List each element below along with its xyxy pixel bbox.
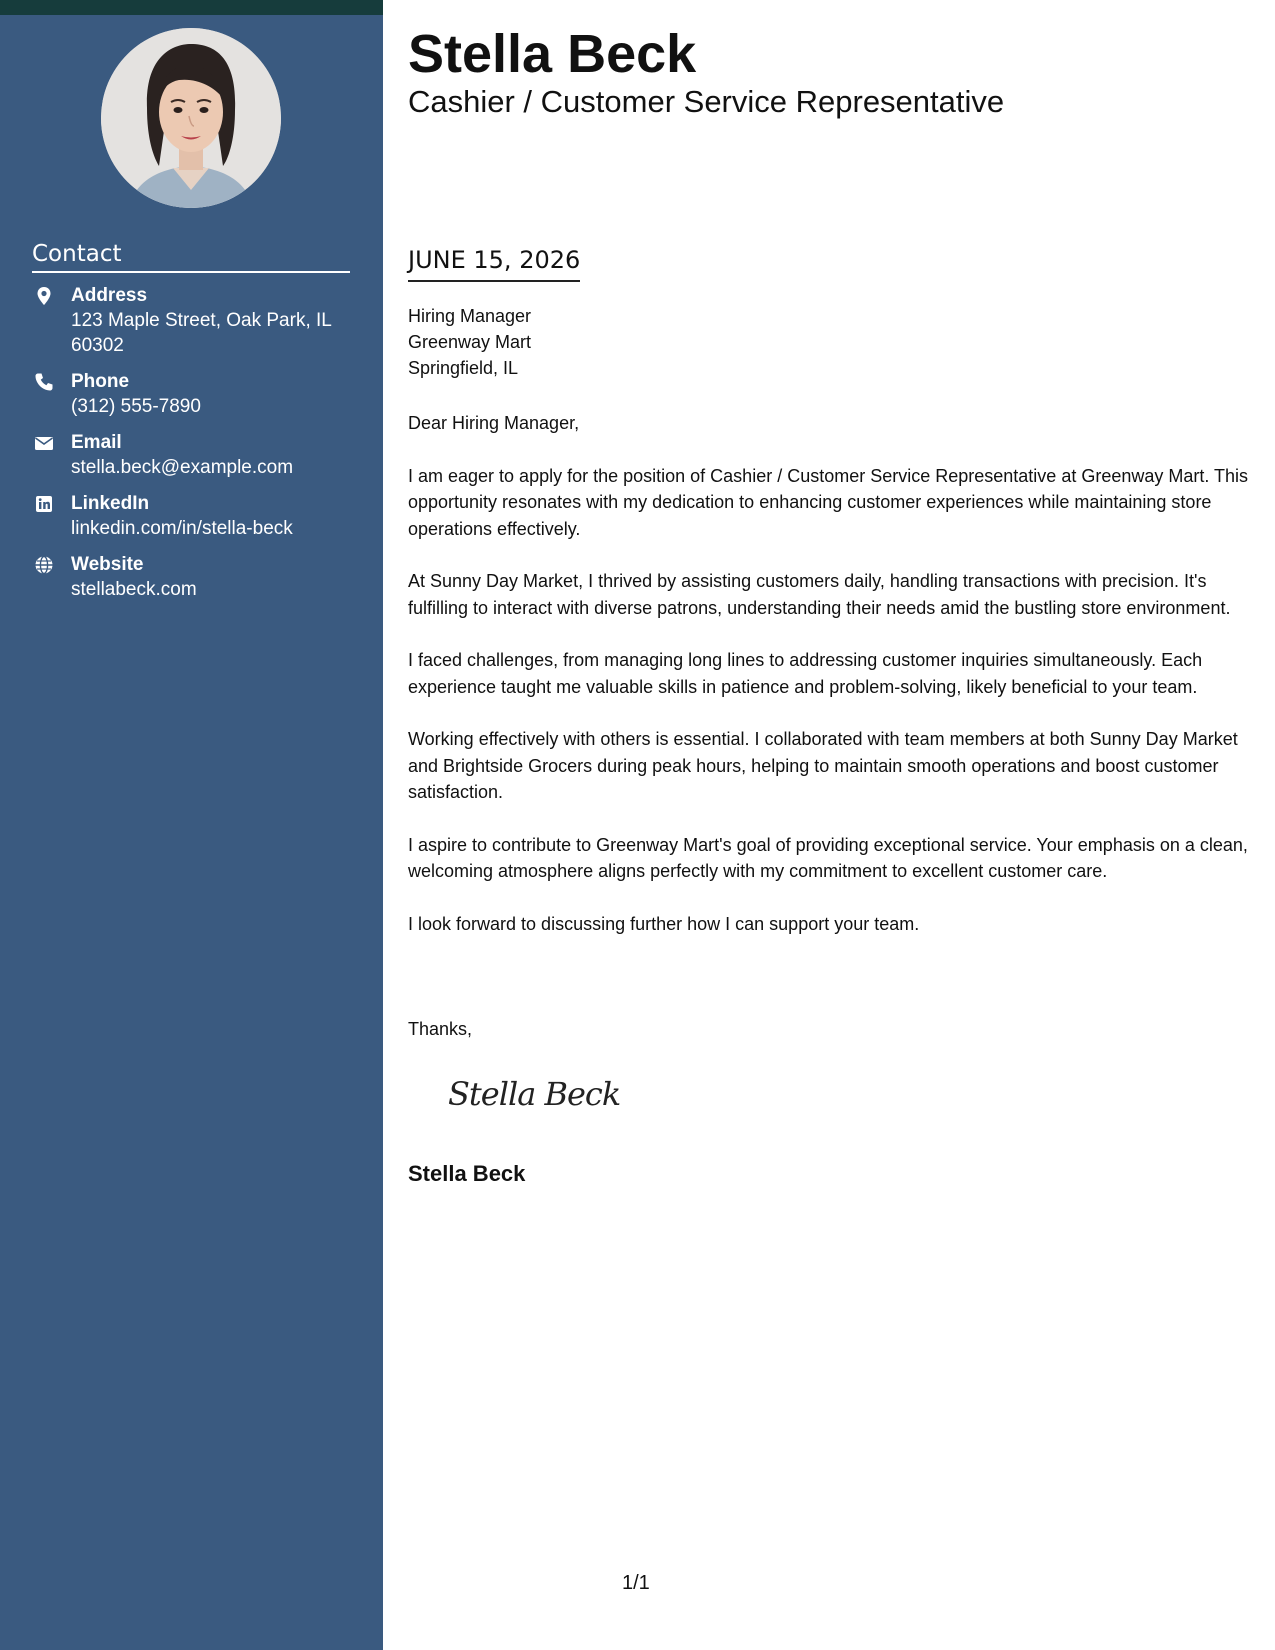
contact-item-address [32, 284, 350, 358]
contact-label-address: Address [71, 285, 148, 306]
contact-item-website [32, 553, 350, 602]
contact-label-email: Email [71, 432, 122, 453]
recipient-line: Greenway Mart [408, 332, 532, 352]
body-paragraph: I am eager to apply for the position of Cashier / Customer Service Representative at Greenway Mart. This opportunity resonates with my dedication to enhancing customer experiences while maintaining store operations effectively. [408, 465, 1249, 539]
contact-item-email [32, 431, 350, 480]
body-paragraph: I faced challenges, from managing long lines to addressing customer inquiries simultaneously. Each experience taught me valuable skills in patience and problem-solving, likely beneficial to your team. [408, 650, 1203, 697]
location-pin-icon [34, 286, 54, 306]
applicant-name: Stella Beck [408, 24, 697, 84]
handwritten-signature: Stella Beck [448, 1075, 621, 1113]
phone-icon [34, 372, 54, 392]
signer-name: Stella Beck [408, 1161, 526, 1186]
body-paragraph: I look forward to discussing further how I can support your team. [408, 913, 920, 934]
closing: Thanks, [408, 1019, 473, 1039]
job-title: Cashier / Customer Service Representative [408, 84, 1005, 119]
contact-list [32, 284, 350, 614]
contact-heading: Contact [32, 239, 350, 273]
contact-item-phone [32, 370, 350, 419]
body-paragraph: At Sunny Day Market, I thrived by assisting customers daily, handling transactions with precision. It's fulfilling to interact with diverse patrons, understanding their needs amid the bustling store environment. [408, 571, 1231, 618]
envelope-icon [34, 433, 54, 453]
contact-label-website: Website [71, 554, 144, 575]
contact-value-email: stella.beck@example.com [71, 457, 294, 478]
globe-icon [34, 555, 54, 575]
body-paragraph: Working effectively with others is essential. I collaborated with team members at both Sunny Day Market and Brightside Grocers during peak hours, helping to maintain smooth operations and boost customer satisfaction. [408, 729, 1238, 802]
profile-photo [101, 28, 281, 208]
linkedin-icon [34, 494, 54, 514]
contact-value-address: 123 Maple Street, Oak Park, IL 60302 [71, 310, 332, 356]
recipient-block [408, 303, 531, 381]
letter-date: JUNE 15, 2026 [408, 244, 580, 282]
sidebar-top-bar [0, 0, 383, 15]
body-paragraph: I aspire to contribute to Greenway Mart's goal of providing exceptional service. Your emphasis on a clean, welcoming atmosphere aligns perfectly with my commitment to excellent customer care. [408, 834, 1248, 881]
contact-value-linkedin[interactable]: linkedin.com/in/stella-beck [71, 518, 293, 539]
recipient-line: Hiring Manager [408, 306, 532, 326]
page-number: 1/1 [622, 1572, 650, 1594]
contact-label-phone: Phone [71, 371, 130, 392]
recipient-line: Springfield, IL [408, 358, 519, 378]
contact-label-linkedin: LinkedIn [71, 493, 150, 514]
salutation: Dear Hiring Manager, [408, 413, 580, 433]
contact-value-website[interactable]: stellabeck.com [71, 579, 197, 600]
contact-value-phone: (312) 555-7890 [71, 396, 201, 417]
letter-body [408, 410, 1253, 963]
contact-item-linkedin [32, 492, 350, 541]
sidebar [0, 0, 383, 1650]
